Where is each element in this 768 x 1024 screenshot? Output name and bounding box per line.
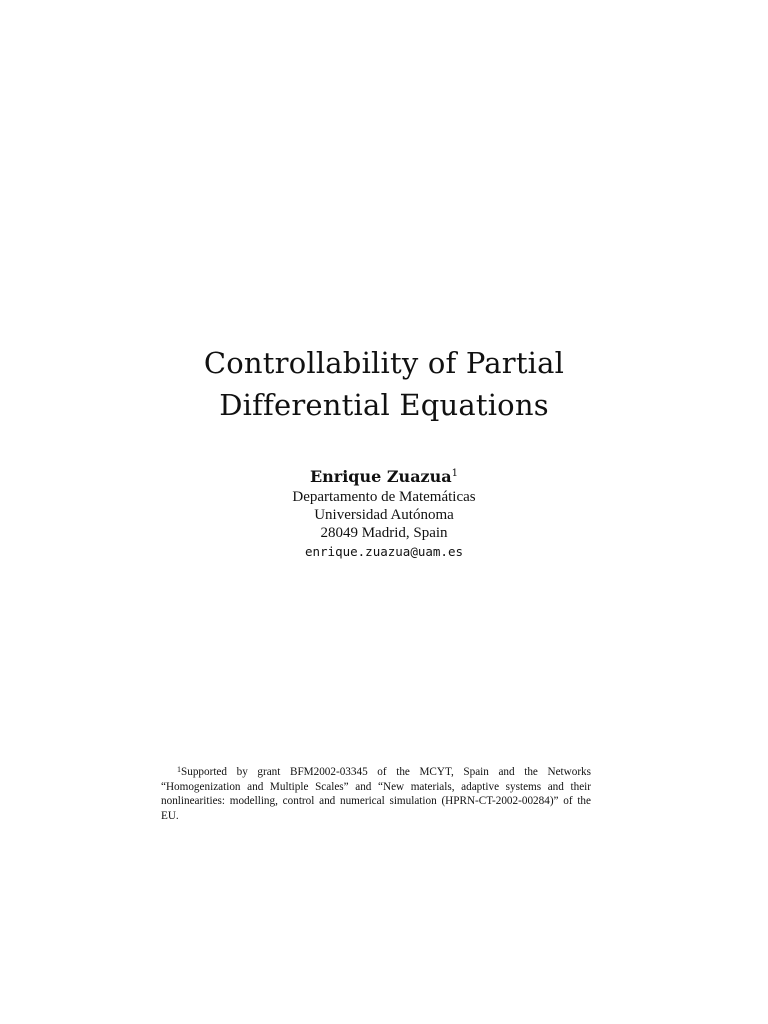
title-line-2: Differential Equations [219,388,549,422]
author-department: Departamento de Matemáticas [292,489,476,505]
author-name-row [0,466,768,488]
footnote-mark: 1 [177,765,181,774]
author-email: enrique.zuazua@uam.es [304,544,464,559]
footnote-text: Supported by grant BFM2002-03345 of the MCYT, Spain and the Networks “Homogenization and Multiple Scales” and “New materials, adaptive systems and their nonlinearities: modelling, control and numerical simulation (HPRN-CT-2002-00284)” of the EU. [161,766,591,822]
author-address: 28049 Madrid, Spain [320,525,448,541]
author-name [310,466,458,488]
title-block [0,342,768,426]
title-line-1: Controllability of Partial [203,346,565,380]
author-university: Universidad Autónoma [314,507,454,523]
author-footnote-mark: 1 [451,468,459,479]
author-name-text: Enrique Zuazua [309,467,452,486]
footnote [161,765,591,823]
author-block [0,466,768,561]
